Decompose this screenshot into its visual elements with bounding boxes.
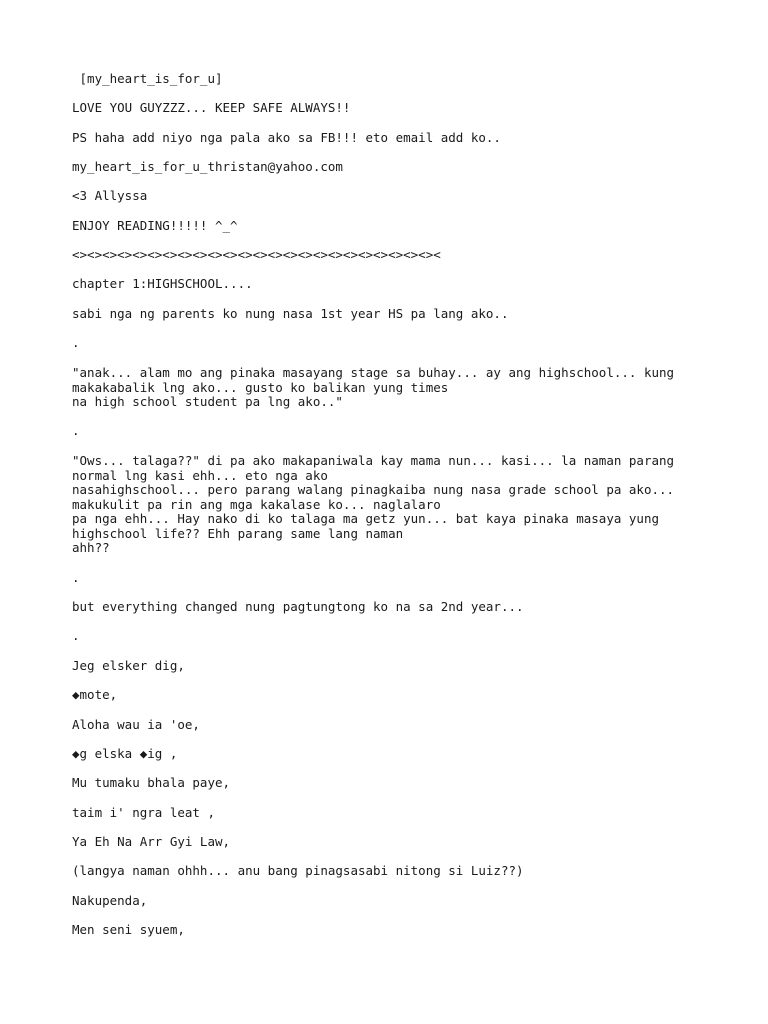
author-handle-line: [my_heart_is_for_u]: [72, 71, 223, 86]
phrase-line: ◆g elska ◆ig ,: [72, 746, 178, 761]
email-line: my_heart_is_for_u_thristan@yahoo.com: [72, 159, 343, 174]
divider-line: <><><><><><><><><><><><><><><><><><><><><><><><><: [72, 247, 441, 262]
phrase-line: ◆mote,: [72, 687, 118, 702]
paragraph: but everything changed nung pagtungtong ko na sa 2nd year...: [72, 599, 524, 614]
phrase-line: Ya Eh Na Arr Gyi Law,: [72, 834, 231, 849]
paragraph: "Ows... talaga??" di pa ako makapaniwala kay mama nun... kasi... la naman parang normal lng kasi ehh... eto nga ako nasahighschool... pero parang walang pinagkaiba nung nasa grade school pa ako... makukulit pa rin ang mga kakalase ko... naglalaro pa nga ehh... Hay nako di ko talaga ma getz yun... bat kaya pinaka masaya yung highschool life?? Ehh parang same lang naman ahh??: [72, 453, 675, 555]
greeting-line: LOVE YOU GUYZZZ... KEEP SAFE ALWAYS!!: [72, 100, 351, 115]
separator-dot: .: [72, 423, 80, 438]
paragraph: (langya naman ohhh... anu bang pinagsasabi nitong si Luiz??): [72, 863, 524, 878]
phrase-line: Men seni syuem,: [72, 922, 185, 937]
separator-dot: .: [72, 570, 80, 585]
phrase-line: Aloha wau ia 'oe,: [72, 717, 200, 732]
phrase-line: taim i' ngra leat ,: [72, 805, 215, 820]
separator-dot: .: [72, 628, 80, 643]
paragraph: sabi nga ng parents ko nung nasa 1st year HS pa lang ako..: [72, 306, 509, 321]
paragraph: "anak... alam mo ang pinaka masayang stage sa buhay... ay ang highschool... kung makakabalik lng ako... gusto ko balikan yung times na high school student pa lng ako..": [72, 365, 675, 409]
phrase-line: Mu tumaku bhala paye,: [72, 775, 231, 790]
ps-line: PS haha add niyo nga pala ako sa FB!!! eto email add ko..: [72, 130, 501, 145]
chapter-heading: chapter 1:HIGHSCHOOL....: [72, 276, 253, 291]
phrase-line: Jeg elsker dig,: [72, 658, 185, 673]
enjoy-reading-line: ENJOY READING!!!!! ^_^: [72, 218, 238, 233]
separator-dot: .: [72, 335, 80, 350]
phrase-line: Nakupenda,: [72, 893, 148, 908]
signature-line: <3 Allyssa: [72, 188, 148, 203]
